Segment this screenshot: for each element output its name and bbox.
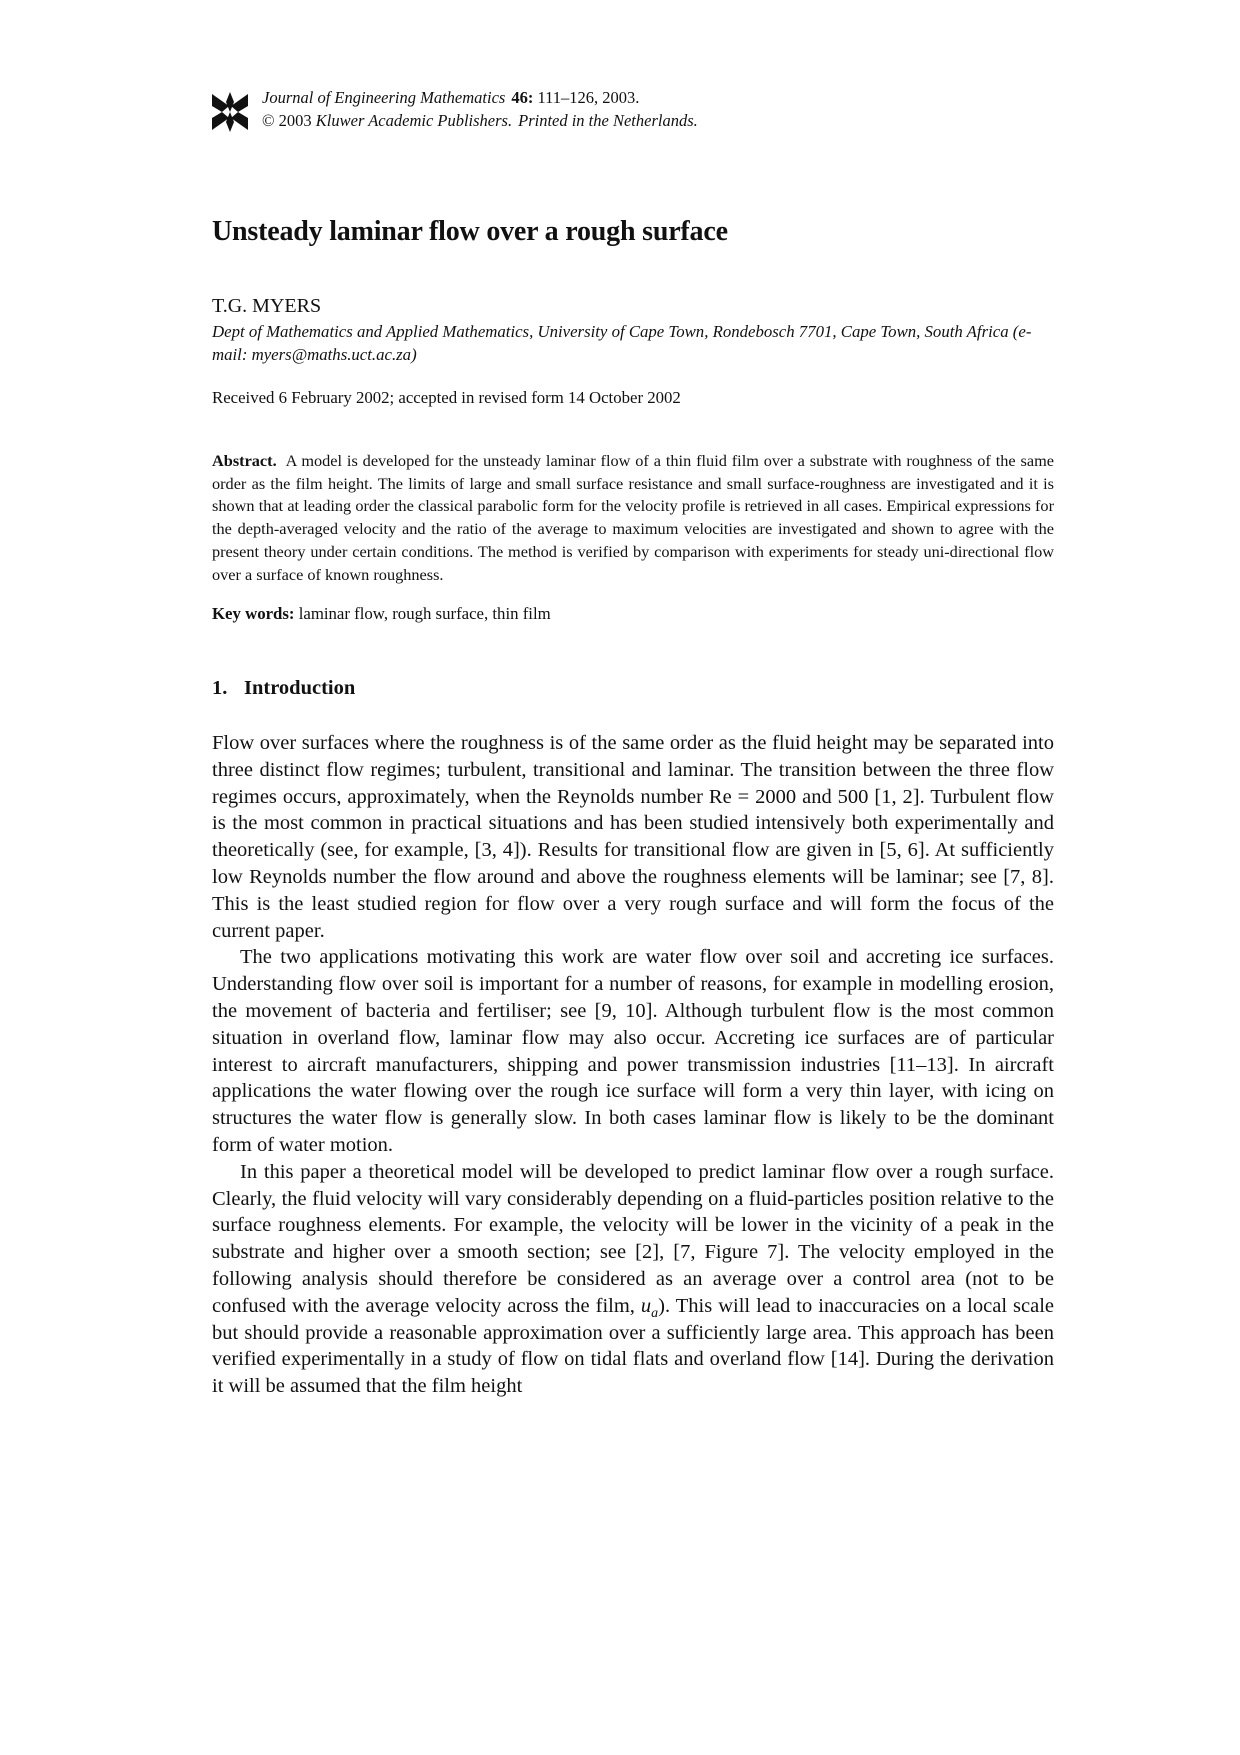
journal-citation — [262, 86, 698, 132]
keywords — [212, 604, 551, 624]
journal-header — [212, 86, 1012, 136]
journal-name: Journal of Engineering Mathematics — [262, 88, 506, 107]
section-number: 1. — [212, 677, 228, 699]
abstract-text: A model is developed for the unsteady laminar flow of a thin fluid film over a substrate with roughness of the same order as the film height. The limits of large and small surface resistance and small surface-roughness are investigated and it is shown that at leading order the classical parabolic form for the velocity profile is retrieved in all cases. Empirical expressions for the depth-averaged velocity and the ratio of the average to maximum velocities are investigated and shown to agree with the present theory under certain conditions. The method is verified by comparison with experiments for steady uni-directional flow over a surface of known roughness. — [212, 451, 1054, 584]
average-velocity-symbol — [640, 1294, 659, 1321]
keywords-text: laminar flow, rough surface, thin film — [298, 604, 551, 623]
author-affiliation: Dept of Mathematics and Applied Mathematics, University of Cape Town, Rondebosch 7701, Cape Town, South Africa (e-mail: myers@maths.uct.ac.za) — [212, 322, 1032, 364]
publisher-name: Kluwer Academic Publishers. — [315, 111, 513, 130]
body-text — [212, 730, 1054, 1400]
journal-line-2 — [262, 109, 698, 132]
copyright-year: © 2003 — [262, 111, 312, 130]
abstract — [212, 450, 1054, 586]
journal-volume: 46: — [511, 88, 534, 107]
section-heading — [212, 677, 355, 700]
paragraph-3-start: In this paper a theoretical model will be developed to predict laminar flow over a rough surface. Clearly, the fluid velocity will vary considerably depending on a fluid-particles position relative to the surface roughness elements. For example, the velocity will be lower in the vicinity of a peak in the substrate and higher over a smooth section; see [2], [7, Figure 7]. The velocity employed in the following analysis should therefore be considered as an average over a control area (not to be confused with the average velocity across the film, — [212, 1160, 1054, 1317]
paragraph-2: The two applications motivating this work are water flow over soil and accreting ice surfaces. Understanding flow over soil is important for a number of reasons, for example in modelling erosion, the movement of bacteria and fertiliser; see [9, 10]. Although turbulent flow is the most common situation in overland flow, laminar flow may also occur. Accreting ice surfaces are of particular interest to aircraft manufacturers, shipping and power transmission industries [11–13]. In aircraft applications the water flowing over the rough ice surface will form a very thin layer, with icing on structures the water flow is generally slow. In both cases laminar flow is likely to be the dominant form of water motion. — [212, 946, 1054, 1156]
journal-pages: 111–126, 2003. — [537, 88, 640, 107]
author-name: T.G. MYERS — [212, 295, 322, 317]
paper-title: Unsteady laminar flow over a rough surface — [212, 216, 728, 247]
journal-line-1 — [262, 86, 698, 109]
paragraph-3 — [212, 1159, 1054, 1400]
section-title: Introduction — [244, 677, 356, 699]
velocity-variable: u — [640, 1294, 652, 1317]
printed-location: Printed in the Netherlands. — [518, 111, 698, 130]
keywords-label: Key words: — [212, 604, 295, 623]
velocity-subscript: a — [651, 1305, 659, 1321]
paragraph-3-end: ). This will lead to inaccuracies on a local scale but should provide a reasonable approximation over a sufficiently large area. This approach has been verified experimentally in a study of flow on tidal flats and overland flow [14]. During the derivation it will be assumed that the film height — [212, 1294, 1054, 1398]
paragraph-1: Flow over surfaces where the roughness is of the same order as the fluid height may be separated into three distinct flow regimes; turbulent, transitional and laminar. The transition between the three flow regimes occurs, approximately, when the Reynolds number Re = 2000 and 500 [1, 2]. Turbulent flow is the most common in practical situations and has been studied intensively both experimentally and theoretically (see, for example, [3, 4]). Results for transitional flow are given in [5, 6]. At sufficiently low Reynolds number the flow around and above the roughness elements will be laminar; see [7, 8]. This is the least studied region for flow over a very rough surface and will form the focus of the current paper. — [212, 732, 1054, 942]
abstract-label: Abstract. — [212, 451, 277, 470]
publisher-logo-icon — [212, 92, 248, 132]
received-dates: Received 6 February 2002; accepted in revised form 14 October 2002 — [212, 388, 681, 407]
